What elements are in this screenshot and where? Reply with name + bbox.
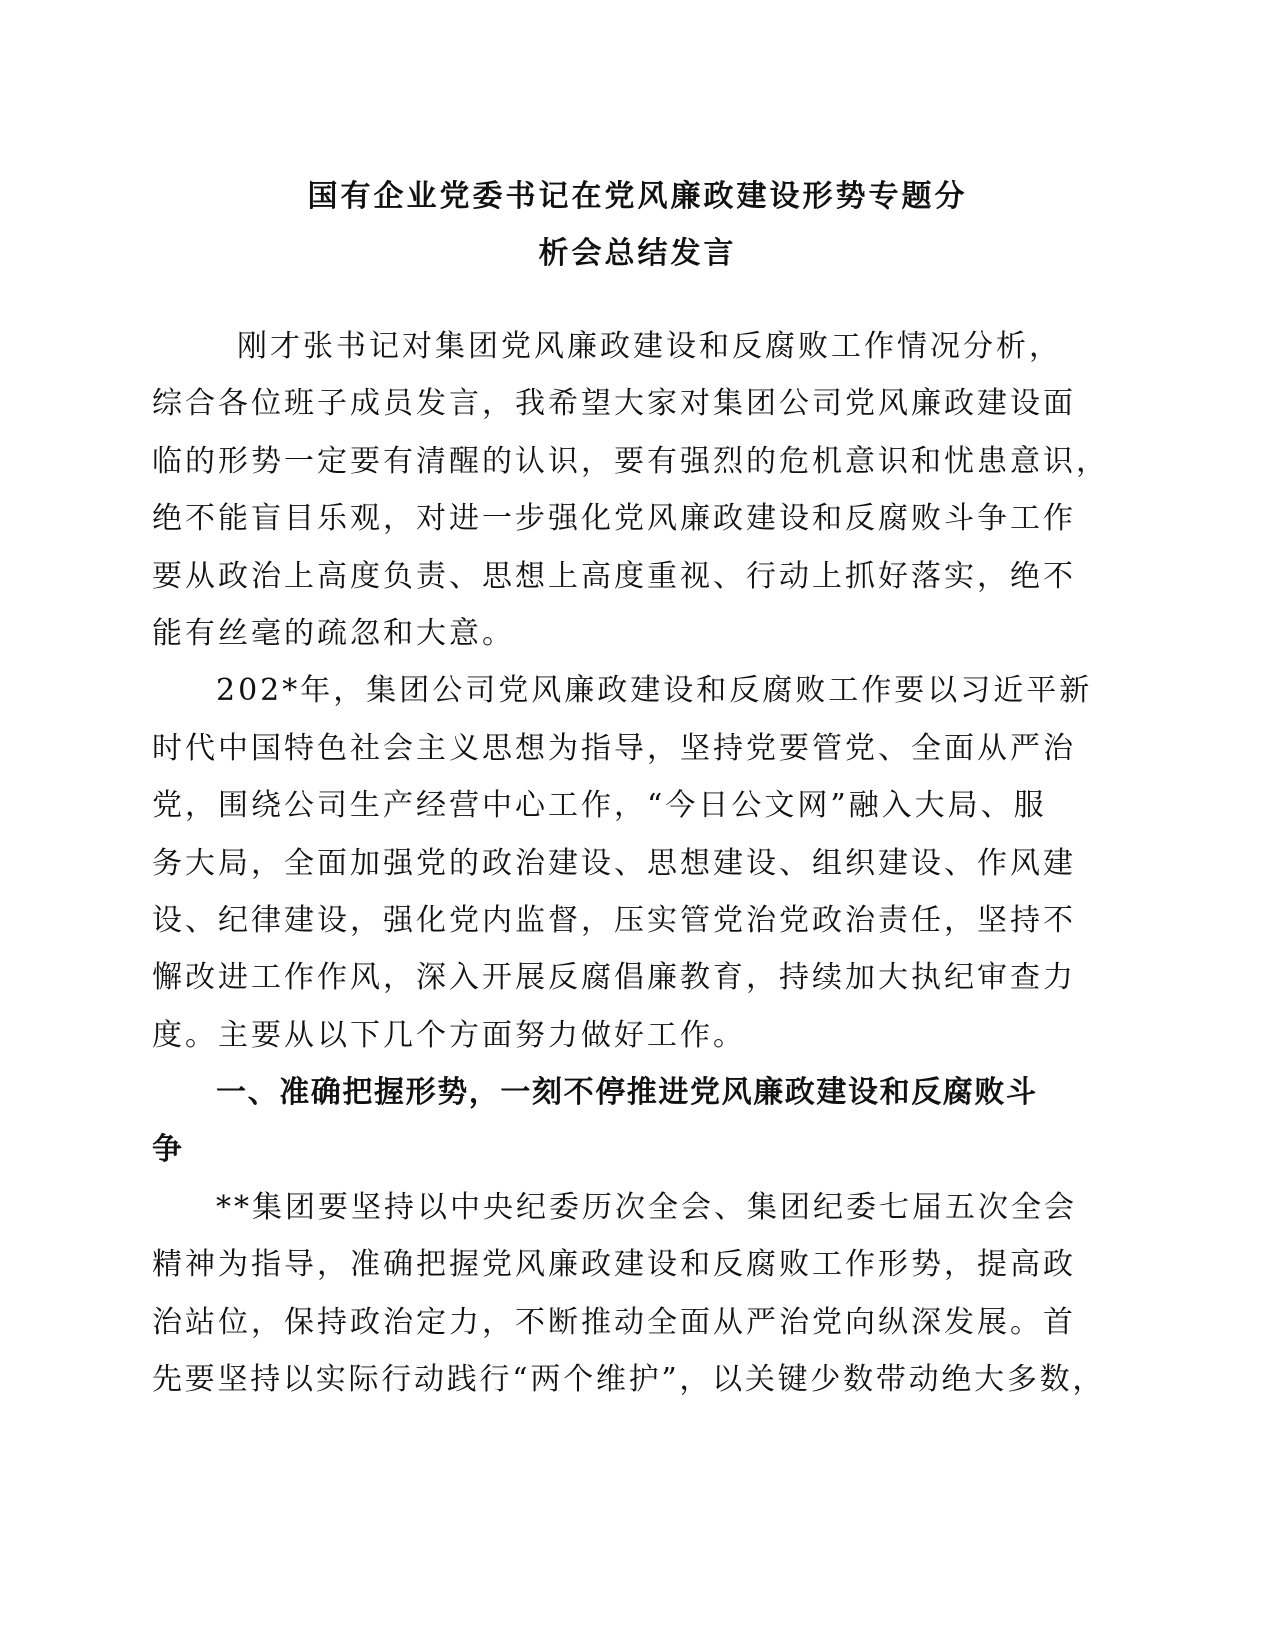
document-body [152, 318, 1112, 1408]
text-line: 时代中国特色社会主义思想为指导，坚持党要管党、全面从严治 [152, 730, 1076, 766]
title-line: 析会总结发言 [538, 236, 737, 272]
text-line: **集团要坚持以中央纪委历次全会、集团纪委七届五次全会 [216, 1189, 1077, 1225]
paragraph-section-1 [152, 1179, 1112, 1409]
title-line: 国有企业党委书记在党风廉政建设形势专题分 [307, 179, 968, 214]
text-line: 202*年，集团公司党风廉政建设和反腐败工作要以习近平新 [216, 673, 1093, 709]
text-line: 治站位，保持政治定力，不断推动全面从严治党向纵深发展。首 [152, 1304, 1076, 1340]
text-line: 临的形势一定要有清醒的认识，要有强烈的危机意识和忧患意识， [152, 443, 1109, 479]
section-heading-1 [152, 1064, 1112, 1179]
text-line: 党，围绕公司生产经营中心工作，“今日公文网”融入大局、服 [152, 788, 1047, 824]
text-line: 先要坚持以实际行动践行“两个维护”，以关键少数带动绝大多数， [152, 1362, 1106, 1398]
text-line: 绝不能盲目乐观，对进一步强化党风廉政建设和反腐败斗争工作 [152, 501, 1076, 537]
text-line: 刚才张书记对集团党风廉政建设和反腐败工作情况分析， [237, 329, 1062, 364]
heading-line: 争 [152, 1132, 184, 1168]
heading-line: 一、准确把握形势，一刻不停推进党风廉政建设和反腐败斗 [216, 1075, 1038, 1111]
text-line: 要从政治上高度负责、思想上高度重视、行动上抓好落实，绝不 [152, 558, 1076, 594]
document-title [140, 168, 1135, 283]
text-line: 务大局，全面加强党的政治建设、思想建设、组织建设、作风建 [152, 845, 1076, 881]
paragraph-overview [152, 662, 1112, 1064]
text-line: 设、纪律建设，强化党内监督，压实管党治党政治责任，坚持不 [152, 902, 1076, 938]
paragraph-intro [152, 318, 1112, 662]
text-line: 综合各位班子成员发言，我希望大家对集团公司党风廉政建设面 [152, 386, 1076, 422]
text-line: 懈改进工作作风，深入开展反腐倡廉教育，持续加大执纪审查力 [152, 960, 1076, 996]
text-line: 精神为指导，准确把握党风廉政建设和反腐败工作形势，提高政 [152, 1247, 1076, 1283]
text-line: 度。主要从以下几个方面努力做好工作。 [152, 1017, 746, 1053]
text-line: 能有丝毫的疏忽和大意。 [152, 615, 515, 651]
